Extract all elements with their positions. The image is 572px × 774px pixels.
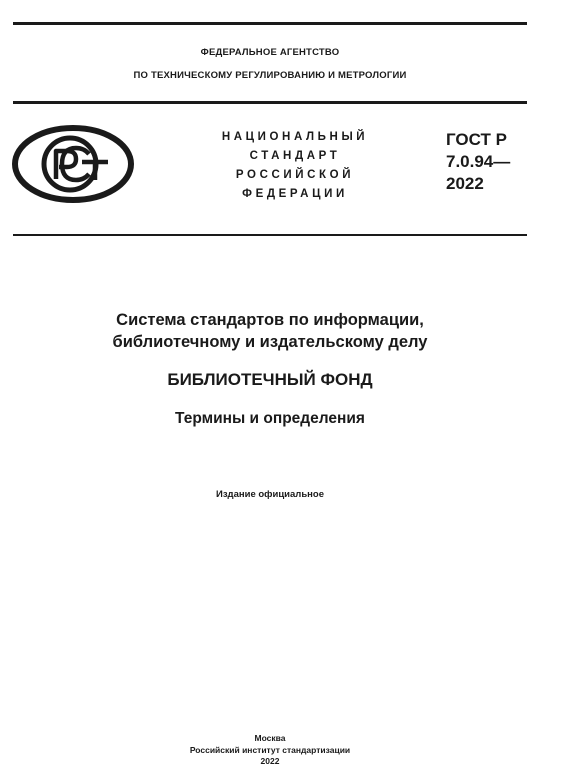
title-divider <box>13 234 527 236</box>
standard-type-line-2: СТАНДАРТ <box>249 150 341 162</box>
imprint-block <box>0 733 540 768</box>
series-title-line-2: библиотечному и издательскому делу <box>112 333 428 351</box>
document-series-title <box>0 309 540 353</box>
imprint-year: 2022 <box>260 756 280 766</box>
agency-name-line-1: ФЕДЕРАЛЬНОЕ АГЕНТСТВО <box>200 47 340 58</box>
gost-r-emblem-icon <box>12 124 134 204</box>
header-divider <box>13 101 527 104</box>
document-heading: БИБЛИОТЕЧНЫЙ ФОНД <box>167 370 373 389</box>
designation-line-1: ГОСТ Р <box>446 130 507 149</box>
top-divider <box>13 22 527 25</box>
designation-line-3: 2022 <box>446 174 484 193</box>
edition-label: Издание официальное <box>216 489 324 500</box>
standard-type-block <box>190 128 400 204</box>
series-title-line-1: Система стандартов по информации, <box>116 311 424 329</box>
document-subheading: Термины и определения <box>175 410 365 427</box>
imprint-publisher: Российский институт стандартизации <box>189 744 351 755</box>
standard-type-line-1: НАЦИОНАЛЬНЫЙ <box>221 131 369 143</box>
standard-type-line-4: ФЕДЕРАЦИИ <box>242 188 348 200</box>
standard-designation <box>446 129 510 195</box>
designation-line-2: 7.0.94— <box>446 152 511 171</box>
agency-name-line-2: ПО ТЕХНИЧЕСКОМУ РЕГУЛИРОВАНИЮ И МЕТРОЛОГИИ <box>133 70 407 81</box>
standard-type-line-3: РОССИЙСКОЙ <box>235 169 355 181</box>
imprint-city: Москва <box>254 733 286 743</box>
